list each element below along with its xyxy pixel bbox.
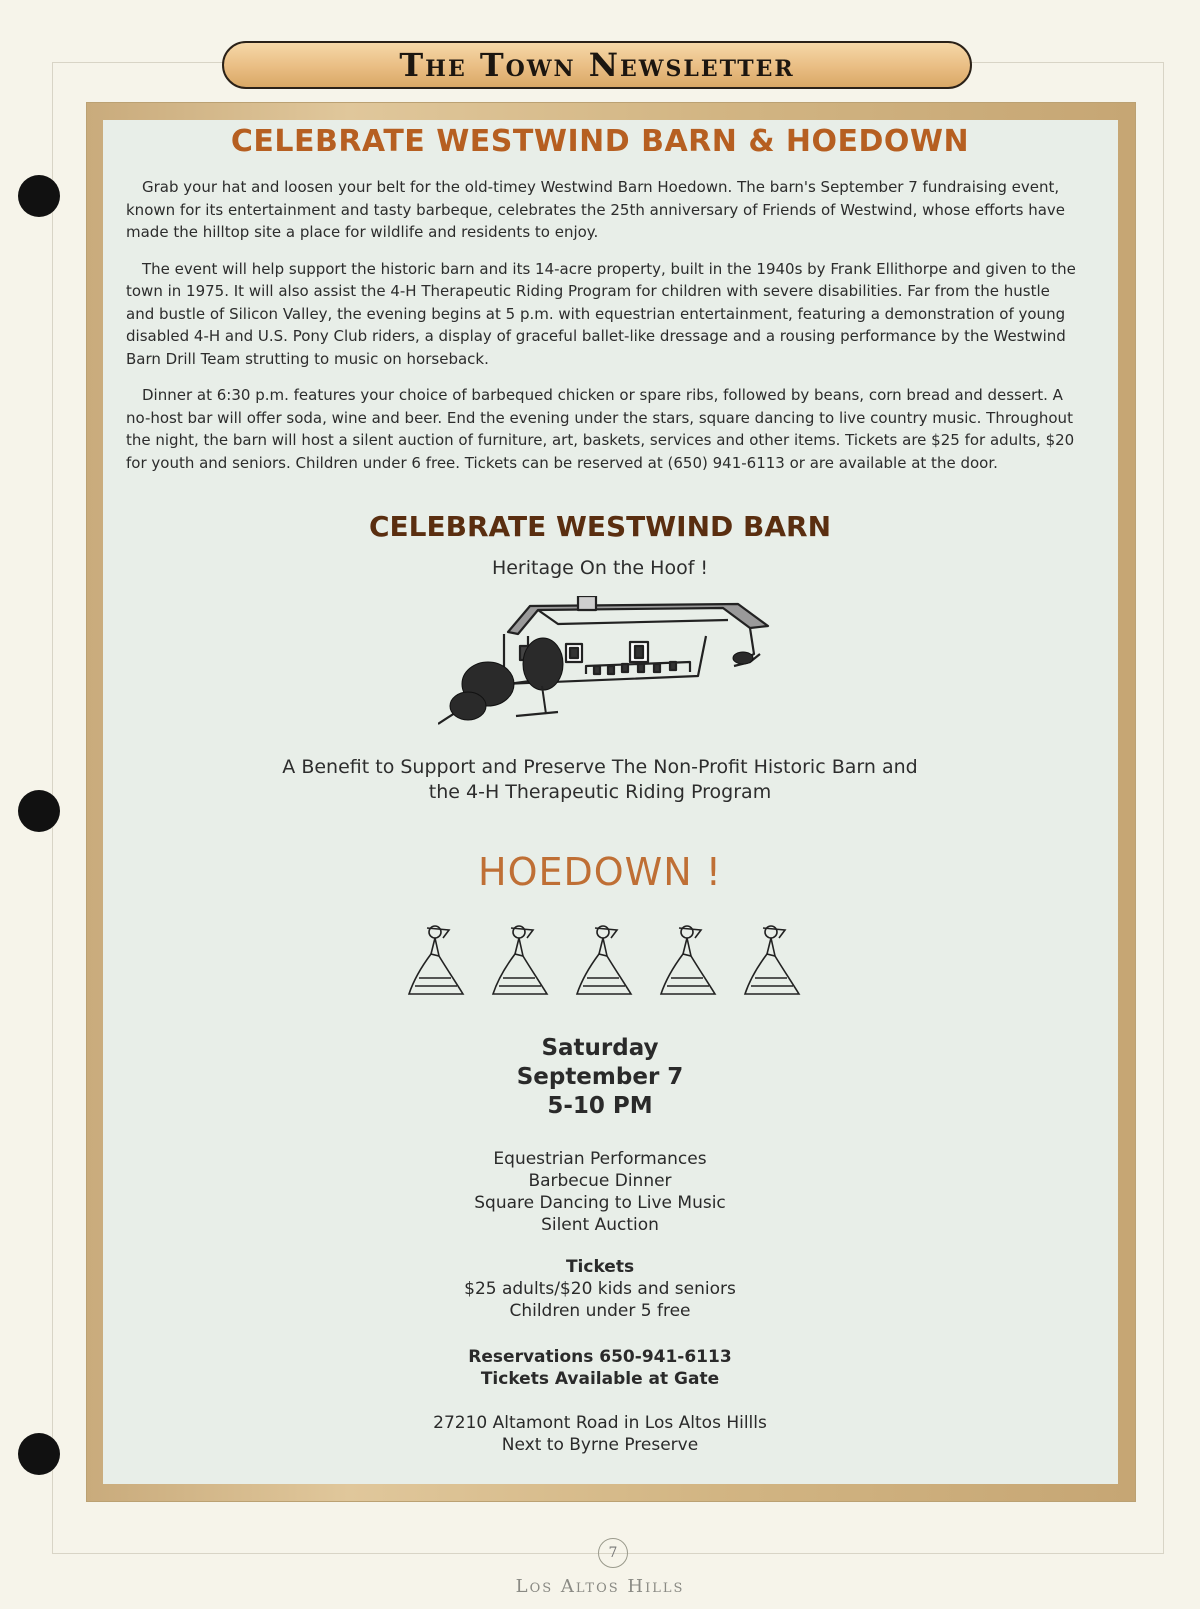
activities-list [0, 1148, 1200, 1236]
benefit-statement [0, 755, 1200, 805]
tickets-info [0, 1256, 1200, 1322]
benefit-line-2: the 4-H Therapeutic Riding Program [428, 781, 772, 803]
benefit-line-1: A Benefit to Support and Preserve The Non-Profit Historic Barn and [282, 756, 918, 778]
newsletter-header: The Town Newsletter [222, 41, 972, 89]
address-landmark: Next to Byrne Preserve [501, 1435, 699, 1455]
event-address [0, 1412, 1200, 1456]
barn-illustration [438, 596, 778, 741]
article-paragraph-2: The event will help support the historic barn and its 14-acre property, built in the 1940s by Frank Ellithorpe and given to the town in 1975. It will also assist the 4-H Therapeutic Riding Program for children with severe disabilities. Far from the hustle and bustle of Silicon Valley, the evening begins at 5 p.m. with equestrian entertainment, featuring a demonstration of young disabled 4-H and U.S. Pony Club riders, a display of graceful ballet-like dressage and a rousing performance by the Westwind Barn Drill Team strutting to music on horseback. [126, 259, 1076, 368]
dancing-couple-icon [405, 920, 469, 1000]
activity-item: Square Dancing to Live Music [474, 1193, 726, 1213]
flyer-title: CELEBRATE WESTWIND BARN [368, 510, 832, 543]
tickets-at-gate: Tickets Available at Gate [480, 1369, 720, 1389]
tickets-prices: $25 adults/$20 kids and seniors [464, 1279, 736, 1299]
activity-item: Barbecue Dinner [528, 1171, 672, 1191]
address-line: 27210 Altamont Road in Los Altos Hillls [433, 1413, 767, 1433]
event-date-text: September 7 [516, 1064, 684, 1090]
binder-hole-top [18, 175, 60, 217]
reservations-info [0, 1346, 1200, 1390]
dancing-couple-icon [489, 920, 553, 1000]
dancers-row [405, 920, 805, 1000]
reservations-phone: Reservations 650-941-6113 [468, 1347, 732, 1367]
event-date [0, 1034, 1200, 1121]
article-title: CELEBRATE WESTWIND BARN & HOEDOWN [230, 124, 970, 159]
flyer-tagline: Heritage On the Hoof ! [491, 557, 709, 579]
article-paragraph-3: Dinner at 6:30 p.m. features your choice of barbequed chicken or spare ribs, followed by beans, corn bread and dessert. A no-host bar will offer soda, wine and beer. End the evening under the stars, square dancing to live country music. Throughout the night, the barn will host a silent auction of furniture, art, baskets, services and other items. Tickets are $25 for adults, $20 for youth and seniors. Children under 6 free. Tickets can be reserved at (650) 941-6113 or are available at the door. [126, 386, 1075, 472]
dancing-couple-icon [741, 920, 805, 1000]
footer-town-name: Los Altos Hills [515, 1576, 685, 1597]
dancing-couple-icon [657, 920, 721, 1000]
article-paragraph-1: Grab your hat and loosen your belt for the old-timey Westwind Barn Hoedown. The barn's September 7 fundraising event, known for its entertainment and tasty barbeque, celebrates the 25th anniversary of Friends of Westwind, whose efforts have made the hilltop site a place for wildlife and residents to enjoy. [126, 178, 1066, 241]
activity-item: Silent Auction [541, 1215, 659, 1235]
event-day: Saturday [541, 1035, 659, 1061]
tickets-children: Children under 5 free [509, 1301, 691, 1321]
dancing-couple-icon [573, 920, 637, 1000]
tickets-label: Tickets [565, 1257, 635, 1277]
activity-item: Equestrian Performances [493, 1149, 707, 1169]
page-number: 7 [598, 1538, 628, 1568]
hoedown-heading: HOEDOWN ! [478, 850, 722, 894]
event-time: 5-10 PM [547, 1093, 653, 1119]
article-body [126, 176, 1081, 488]
